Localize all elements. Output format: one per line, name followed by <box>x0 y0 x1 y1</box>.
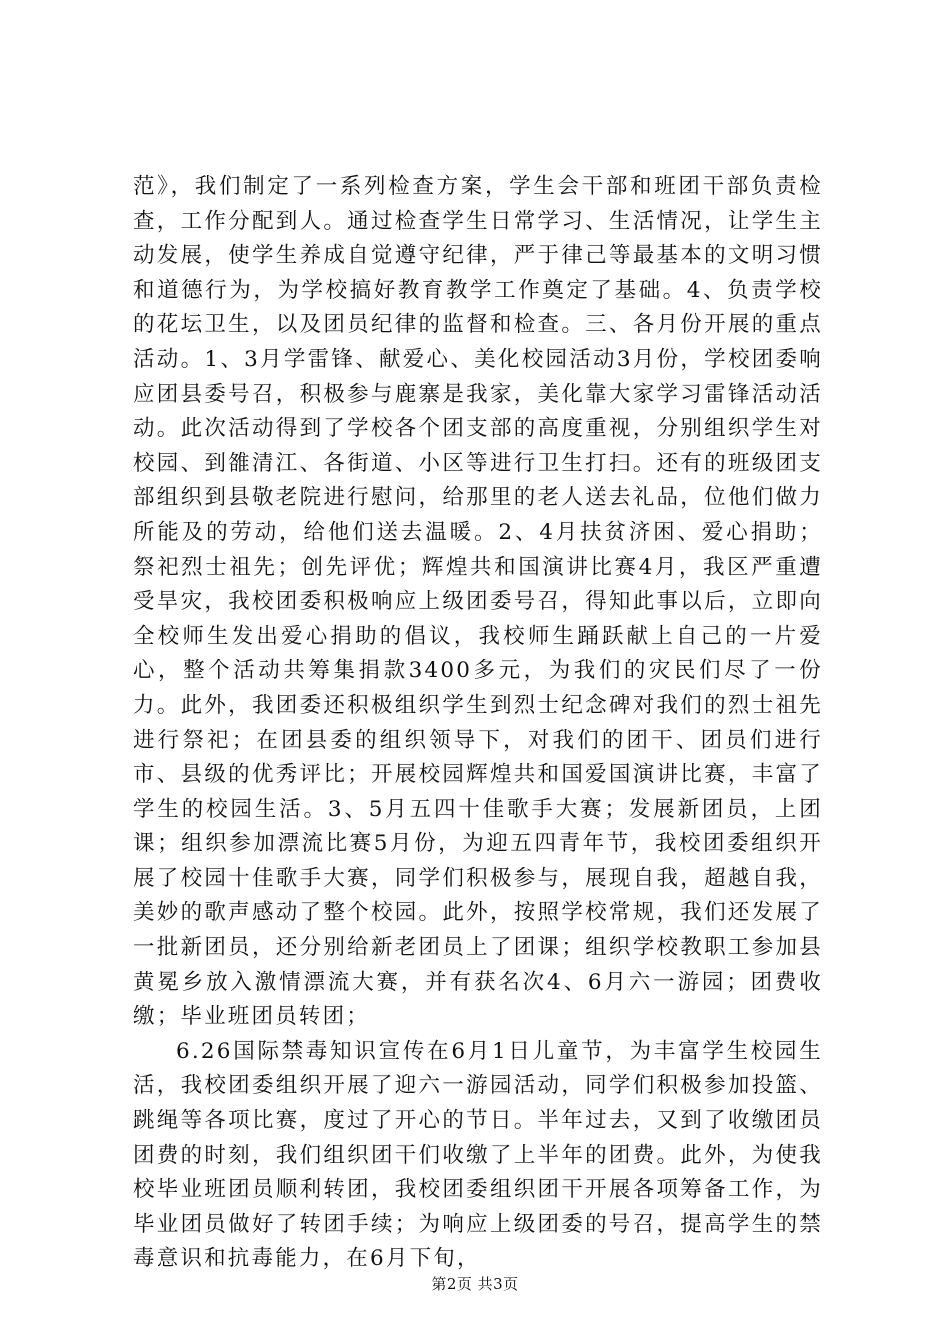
document-body <box>133 170 823 1277</box>
paragraph-1: 范》，我们制定了一系列检查方案，学生会干部和班团干部负责检查，工作分配到人。通过检查学生日常学习、生活情况，让学生主动发展，使学生养成自觉遵守纪律，严于律己等最基本的文明习惯和道德行为，为学校搞好教育教学工作奠定了基础。4、负责学校的花坛卫生，以及团员纪律的监督和检查。三、各月份开展的重点活动。1、3月学雷锋、献爱心、美化校园活动3月份，学校团委响应团县委号召，积极参与鹿寨是我家，美化靠大家学习雷锋活动活动。此次活动得到了学校各个团支部的高度重视，分别组织学生对校园、到雒清江、各街道、小区等进行卫生打扫。还有的班级团支部组织到县敬老院进行慰问，给那里的老人送去礼品，位他们做力所能及的劳动，给他们送去温暖。2、4月扶贫济困、爱心捐助；祭祀烈士祖先；创先评优；辉煌共和国演讲比赛4月，我区严重遭受旱灾，我校团委积极响应上级团委号召，得知此事以后，立即向全校师生发出爱心捐助的倡议，我校师生踊跃献上自己的一片爱心，整个活动共筹集捐款3400多元，为我们的灾民们尽了一份力。此外，我团委还积极组织学生到烈士纪念碑对我们的烈士祖先进行祭祀；在团县委的组织领导下，对我们的团干、团员们进行市、县级的优秀评比；开展校园辉煌共和国爱国演讲比赛，丰富了学生的校园生活。3、5月五四十佳歌手大赛；发展新团员，上团课；组织参加漂流比赛5月份，为迎五四青年节，我校团委组织开展了校园十佳歌手大赛，同学们积极参与，展现自我，超越自我，美妙的歌声感动了整个校园。此外，按照学校常规，我们还发展了一批新团员，还分别给新老团员上了团课；组织学校教职工参加县黄冕乡放入激情漂流大赛，并有获名次4、6月六一游园；团费收缴；毕业班团员转团； <box>133 174 823 1030</box>
page-footer: 第2页 共3页 <box>431 1275 519 1293</box>
paragraph-2: 6.26国际禁毒知识宣传在6月1日儿童节，为丰富学生校园生活，我校团委组织开展了迎六一游园活动，同学们积极参加投篮、跳绳等各项比赛，度过了开心的节日。半年过去，又到了收缴团员团费的时刻，我们组织团干们收缴了上半年的团费。此外，为使我校毕业班团员顺利转团，我校团委组织团干开展各项筹备工作，为毕业团员做好了转团手续；为响应上级团委的号召，提高学生的禁毒意识和抗毒能力，在6月下旬， <box>133 1038 823 1272</box>
